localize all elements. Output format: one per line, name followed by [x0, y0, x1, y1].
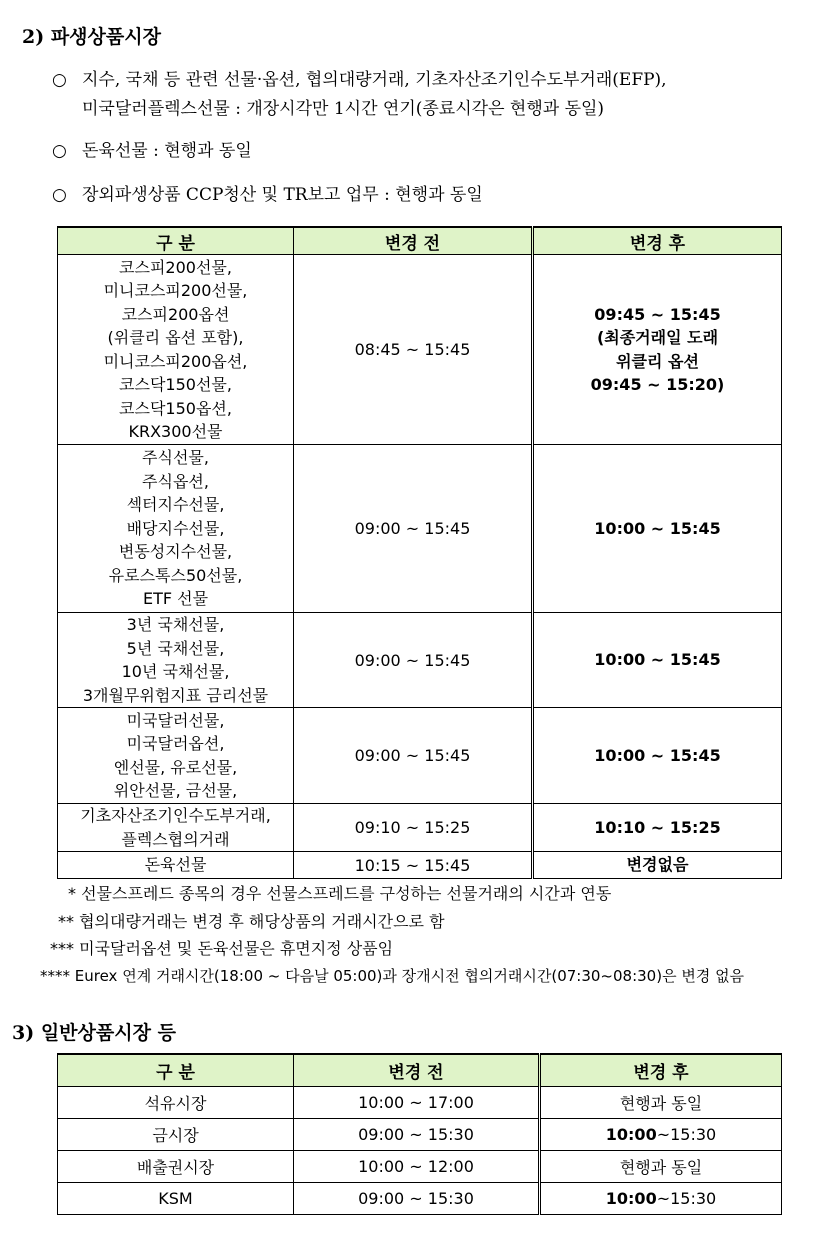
col-header-before: 변경 전	[294, 1054, 540, 1087]
bullet-2	[52, 137, 252, 166]
footnote-2: ** 협의대량거래는 변경 후 해당상품의 거래시간으로 함	[58, 911, 445, 931]
row-after	[533, 852, 782, 879]
bullet-2-text: 돈육선물 : 현행과 동일	[82, 141, 252, 161]
category-line: 코스피200옵션	[121, 304, 230, 324]
category-line: 미국달러선물,	[126, 710, 225, 730]
table-row	[58, 1087, 782, 1119]
after-bold-part: 10:00	[605, 1189, 657, 1208]
after-line: (최종거래일 도래	[596, 328, 719, 347]
category-line: 주식선물,	[142, 448, 209, 468]
footnote-3: *** 미국달러옵션 및 돈육선물은 휴면지정 상품임	[50, 939, 394, 958]
bullet-1-line2: 미국달러플렉스선물 : 개장시각만 1시간 연기(종료시각은 현행과 동일)	[82, 99, 605, 119]
section-3-title: 3) 일반상품시장 등	[12, 1022, 176, 1044]
row-before: 08:45 ~ 15:45	[294, 255, 533, 445]
category-line: 코스피200선물,	[119, 257, 232, 277]
row-before: 09:00 ~ 15:45	[294, 708, 533, 804]
row-before: 09:00 ~ 15:30	[294, 1183, 540, 1215]
category-line: 배당지수선물,	[126, 518, 225, 538]
category-line: 섹터지수선물,	[126, 495, 225, 515]
col-header-after: 변경 후	[533, 227, 782, 255]
col-header-category: 구 분	[58, 1054, 294, 1087]
after-line: 변경없음	[626, 855, 689, 875]
after-rest: ~15:30	[656, 1125, 717, 1144]
table-row	[58, 1151, 782, 1183]
row-before: 09:00 ~ 15:30	[294, 1119, 540, 1151]
category-line: 미국달러옵션,	[126, 734, 225, 753]
category-line: 변동성지수선물,	[118, 542, 233, 562]
row-before: 09:00 ~ 15:45	[294, 445, 533, 613]
row-category: 석유시장	[58, 1087, 294, 1119]
row-after	[533, 708, 782, 804]
category-line: 3년 국채선물,	[126, 615, 225, 634]
category-line: 3개월무위험지표 금리선물	[82, 685, 269, 705]
table-row	[58, 1183, 782, 1215]
category-line: 미니코스피200선물,	[103, 281, 248, 300]
row-before: 10:15 ~ 15:45	[294, 852, 533, 879]
after-line: 10:00 ~ 15:45	[594, 518, 721, 538]
bullet-1-line1: 지수, 국채 등 관련 선물·옵션, 협의대량거래, 기초자산조기인수도부거래(EFP),	[82, 70, 667, 90]
footnote-1: * 선물스프레드 종목의 경우 선물스프레드를 구성하는 선물거래의 시간과 연동	[68, 884, 612, 903]
row-category	[58, 708, 294, 804]
table-row	[58, 613, 782, 708]
table-row	[58, 255, 782, 445]
table-row	[58, 708, 782, 804]
col-header-category: 구 분	[58, 227, 294, 255]
bullet-mark: ○	[52, 141, 67, 161]
after-bold-part: 10:00	[605, 1125, 657, 1144]
row-before: 09:00 ~ 15:45	[294, 613, 533, 708]
row-after	[540, 1087, 782, 1119]
row-category	[58, 255, 294, 445]
category-line: 5년 국채선물,	[126, 638, 225, 658]
after-line: 10:00 ~ 15:45	[594, 745, 721, 765]
after-line: 10:00 ~ 15:45	[594, 650, 721, 670]
row-before: 09:10 ~ 15:25	[294, 804, 533, 852]
category-line: 미니코스피200옵션,	[103, 351, 248, 371]
row-category: KSM	[58, 1183, 294, 1215]
section-2-title: 2) 파생상품시장	[22, 26, 161, 48]
category-line: 유로스톡스50선물,	[108, 565, 243, 585]
footnote-4: **** Eurex 연계 거래시간(18:00 ~ 다음날 05:00)과 장개시전 협의거래시간(07:30~08:30)은 변경 없음	[40, 966, 745, 985]
after-line: 10:10 ~ 15:25	[594, 817, 721, 837]
category-line: (위클리 옵션 포함),	[107, 328, 244, 347]
row-category: 금시장	[58, 1119, 294, 1151]
category-line: 주식옵션,	[142, 471, 209, 491]
table-row	[58, 1119, 782, 1151]
footnotes	[0, 880, 744, 990]
after-line: 09:45 ~ 15:45	[594, 304, 721, 324]
bullet-3	[52, 181, 483, 210]
category-line: 코스닥150선물,	[119, 375, 232, 394]
derivatives-hours-table	[57, 226, 782, 879]
row-after	[533, 255, 782, 445]
after-rest: ~15:30	[656, 1189, 717, 1208]
row-after	[540, 1119, 782, 1151]
bullet-mark: ○	[52, 70, 67, 90]
row-category: 배출권시장	[58, 1151, 294, 1183]
bullet-1	[52, 66, 667, 124]
col-header-after: 변경 후	[540, 1054, 782, 1087]
row-category	[58, 445, 294, 613]
row-before: 10:00 ~ 17:00	[294, 1087, 540, 1119]
commodity-hours-table	[57, 1053, 782, 1215]
row-after	[533, 613, 782, 708]
row-category	[58, 613, 294, 708]
row-before: 10:00 ~ 12:00	[294, 1151, 540, 1183]
bullet-mark: ○	[52, 185, 67, 205]
table-row	[58, 852, 782, 879]
row-after	[533, 445, 782, 613]
bullet-3-text: 장외파생상품 CCP청산 및 TR보고 업무 : 현행과 동일	[82, 185, 483, 205]
table-row	[58, 804, 782, 852]
category-line: 위안선물, 금선물,	[113, 781, 238, 800]
row-after	[540, 1183, 782, 1215]
after-rest: 현행과 동일	[619, 1158, 703, 1177]
table-row	[58, 445, 782, 613]
col-header-before: 변경 전	[294, 227, 533, 255]
row-after	[540, 1151, 782, 1183]
row-category	[58, 804, 294, 852]
category-line: KRX300선물	[128, 422, 223, 441]
category-line: 10년 국채선물,	[121, 662, 230, 681]
after-line: 위클리 옵션	[616, 351, 699, 371]
category-line: 엔선물, 유로선물,	[113, 757, 238, 777]
row-category	[58, 852, 294, 879]
category-line: 기초자산조기인수도부거래,	[80, 806, 271, 825]
row-after	[533, 804, 782, 852]
category-line: 돈육선물	[144, 855, 207, 875]
after-line: 09:45 ~ 15:20)	[590, 375, 725, 394]
category-line: ETF 선물	[142, 589, 209, 609]
category-line: 플렉스협의거래	[121, 829, 230, 849]
after-rest: 현행과 동일	[619, 1094, 703, 1113]
category-line: 코스닥150옵션,	[119, 398, 232, 418]
